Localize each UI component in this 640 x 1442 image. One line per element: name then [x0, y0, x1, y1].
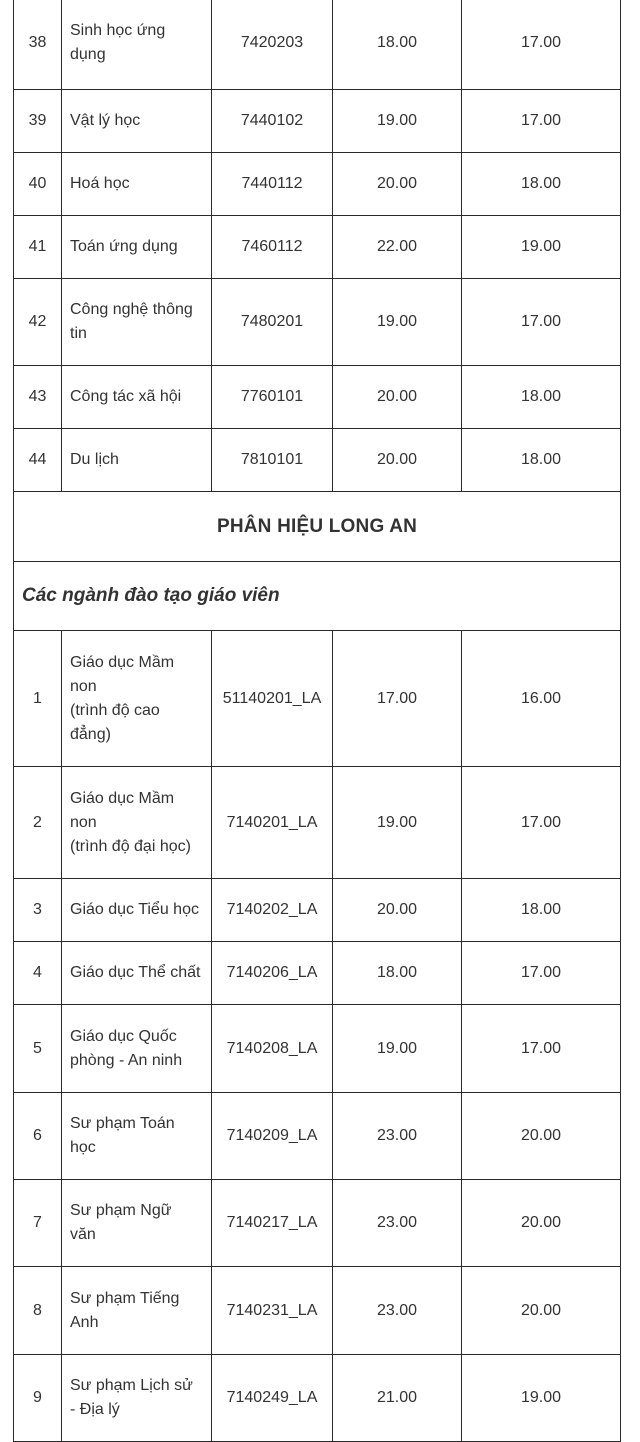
- row-stt: 39: [14, 90, 62, 153]
- major-code: 7140206_LA: [212, 942, 333, 1005]
- major-code: 7480201: [212, 279, 333, 366]
- section-header-row: [14, 492, 621, 562]
- table-row: [14, 279, 621, 366]
- group-title: Các ngành đào tạo giáo viên: [14, 562, 621, 631]
- score-cell: 20.00: [333, 879, 462, 942]
- score-cell: 16.00: [462, 631, 621, 767]
- major-name: Giáo dục Mầm non (trình độ cao đẳng): [62, 631, 212, 767]
- section-title: PHÂN HIỆU LONG AN: [14, 492, 621, 562]
- major-code: 7140249_LA: [212, 1355, 333, 1442]
- score-cell: 18.00: [333, 942, 462, 1005]
- table-row: [14, 1093, 621, 1180]
- score-cell: 20.00: [462, 1180, 621, 1267]
- row-stt: 8: [14, 1267, 62, 1355]
- major-name: Vật lý học: [62, 90, 212, 153]
- table-row: [14, 1355, 621, 1442]
- row-stt: 6: [14, 1093, 62, 1180]
- score-cell: 19.00: [462, 216, 621, 279]
- score-cell: 20.00: [462, 1093, 621, 1180]
- score-cell: 19.00: [333, 279, 462, 366]
- score-cell: 23.00: [333, 1093, 462, 1180]
- row-stt: 43: [14, 366, 62, 429]
- score-cell: 19.00: [333, 1005, 462, 1093]
- table-row: [14, 429, 621, 492]
- major-name: Giáo dục Tiểu học: [62, 879, 212, 942]
- table-row: [14, 366, 621, 429]
- group-header-row: [14, 562, 621, 631]
- major-code: 7440102: [212, 90, 333, 153]
- table-row: [14, 90, 621, 153]
- score-cell: 20.00: [333, 366, 462, 429]
- major-name: Giáo dục Mầm non (trình độ đại học): [62, 767, 212, 879]
- table-row: [14, 1180, 621, 1267]
- major-code: 7810101: [212, 429, 333, 492]
- table-row: [14, 153, 621, 216]
- major-code: 7140217_LA: [212, 1180, 333, 1267]
- major-name: Sinh học ứng dụng: [62, 0, 212, 90]
- table-row: [14, 1267, 621, 1355]
- score-cell: 18.00: [462, 879, 621, 942]
- row-stt: 38: [14, 0, 62, 90]
- row-stt: 2: [14, 767, 62, 879]
- row-stt: 3: [14, 879, 62, 942]
- table-row: [14, 767, 621, 879]
- major-code: 7420203: [212, 0, 333, 90]
- major-name: Hoá học: [62, 153, 212, 216]
- row-stt: 5: [14, 1005, 62, 1093]
- score-cell: 18.00: [462, 429, 621, 492]
- score-cell: 23.00: [333, 1180, 462, 1267]
- major-name: Sư phạm Tiếng Anh: [62, 1267, 212, 1355]
- major-code: 7760101: [212, 366, 333, 429]
- score-cell: 17.00: [462, 90, 621, 153]
- score-cell: 20.00: [333, 153, 462, 216]
- row-stt: 42: [14, 279, 62, 366]
- admission-score-table: [13, 0, 621, 1442]
- major-name: Sư phạm Ngữ văn: [62, 1180, 212, 1267]
- score-cell: 18.00: [462, 366, 621, 429]
- major-code: 7140209_LA: [212, 1093, 333, 1180]
- score-cell: 17.00: [333, 631, 462, 767]
- major-code: 7140202_LA: [212, 879, 333, 942]
- score-cell: 18.00: [333, 0, 462, 90]
- row-stt: 1: [14, 631, 62, 767]
- score-cell: 20.00: [333, 429, 462, 492]
- table-row: [14, 0, 621, 90]
- row-stt: 4: [14, 942, 62, 1005]
- major-code: 7140208_LA: [212, 1005, 333, 1093]
- major-name: Giáo dục Thể chất: [62, 942, 212, 1005]
- major-code: 7460112: [212, 216, 333, 279]
- major-code: 7140201_LA: [212, 767, 333, 879]
- major-name: Sư phạm Lịch sử - Địa lý: [62, 1355, 212, 1442]
- score-cell: 17.00: [462, 1005, 621, 1093]
- score-cell: 22.00: [333, 216, 462, 279]
- row-stt: 41: [14, 216, 62, 279]
- score-cell: 19.00: [462, 1355, 621, 1442]
- score-cell: 23.00: [333, 1267, 462, 1355]
- table-row: [14, 879, 621, 942]
- table-row: [14, 1005, 621, 1093]
- table-row: [14, 631, 621, 767]
- major-name: Công nghệ thông tin: [62, 279, 212, 366]
- score-cell: 17.00: [462, 767, 621, 879]
- score-cell: 17.00: [462, 0, 621, 90]
- table-row: [14, 942, 621, 1005]
- major-name: Sư phạm Toán học: [62, 1093, 212, 1180]
- table-row: [14, 216, 621, 279]
- major-name: Giáo dục Quốc phòng - An ninh: [62, 1005, 212, 1093]
- score-cell: 17.00: [462, 279, 621, 366]
- score-cell: 19.00: [333, 767, 462, 879]
- row-stt: 40: [14, 153, 62, 216]
- score-cell: 17.00: [462, 942, 621, 1005]
- score-cell: 19.00: [333, 90, 462, 153]
- major-code: 7140231_LA: [212, 1267, 333, 1355]
- major-name: Công tác xã hội: [62, 366, 212, 429]
- major-code: 51140201_LA: [212, 631, 333, 767]
- row-stt: 9: [14, 1355, 62, 1442]
- score-cell: 18.00: [462, 153, 621, 216]
- major-name: Toán ứng dụng: [62, 216, 212, 279]
- major-name: Du lịch: [62, 429, 212, 492]
- major-code: 7440112: [212, 153, 333, 216]
- row-stt: 7: [14, 1180, 62, 1267]
- score-cell: 21.00: [333, 1355, 462, 1442]
- score-cell: 20.00: [462, 1267, 621, 1355]
- row-stt: 44: [14, 429, 62, 492]
